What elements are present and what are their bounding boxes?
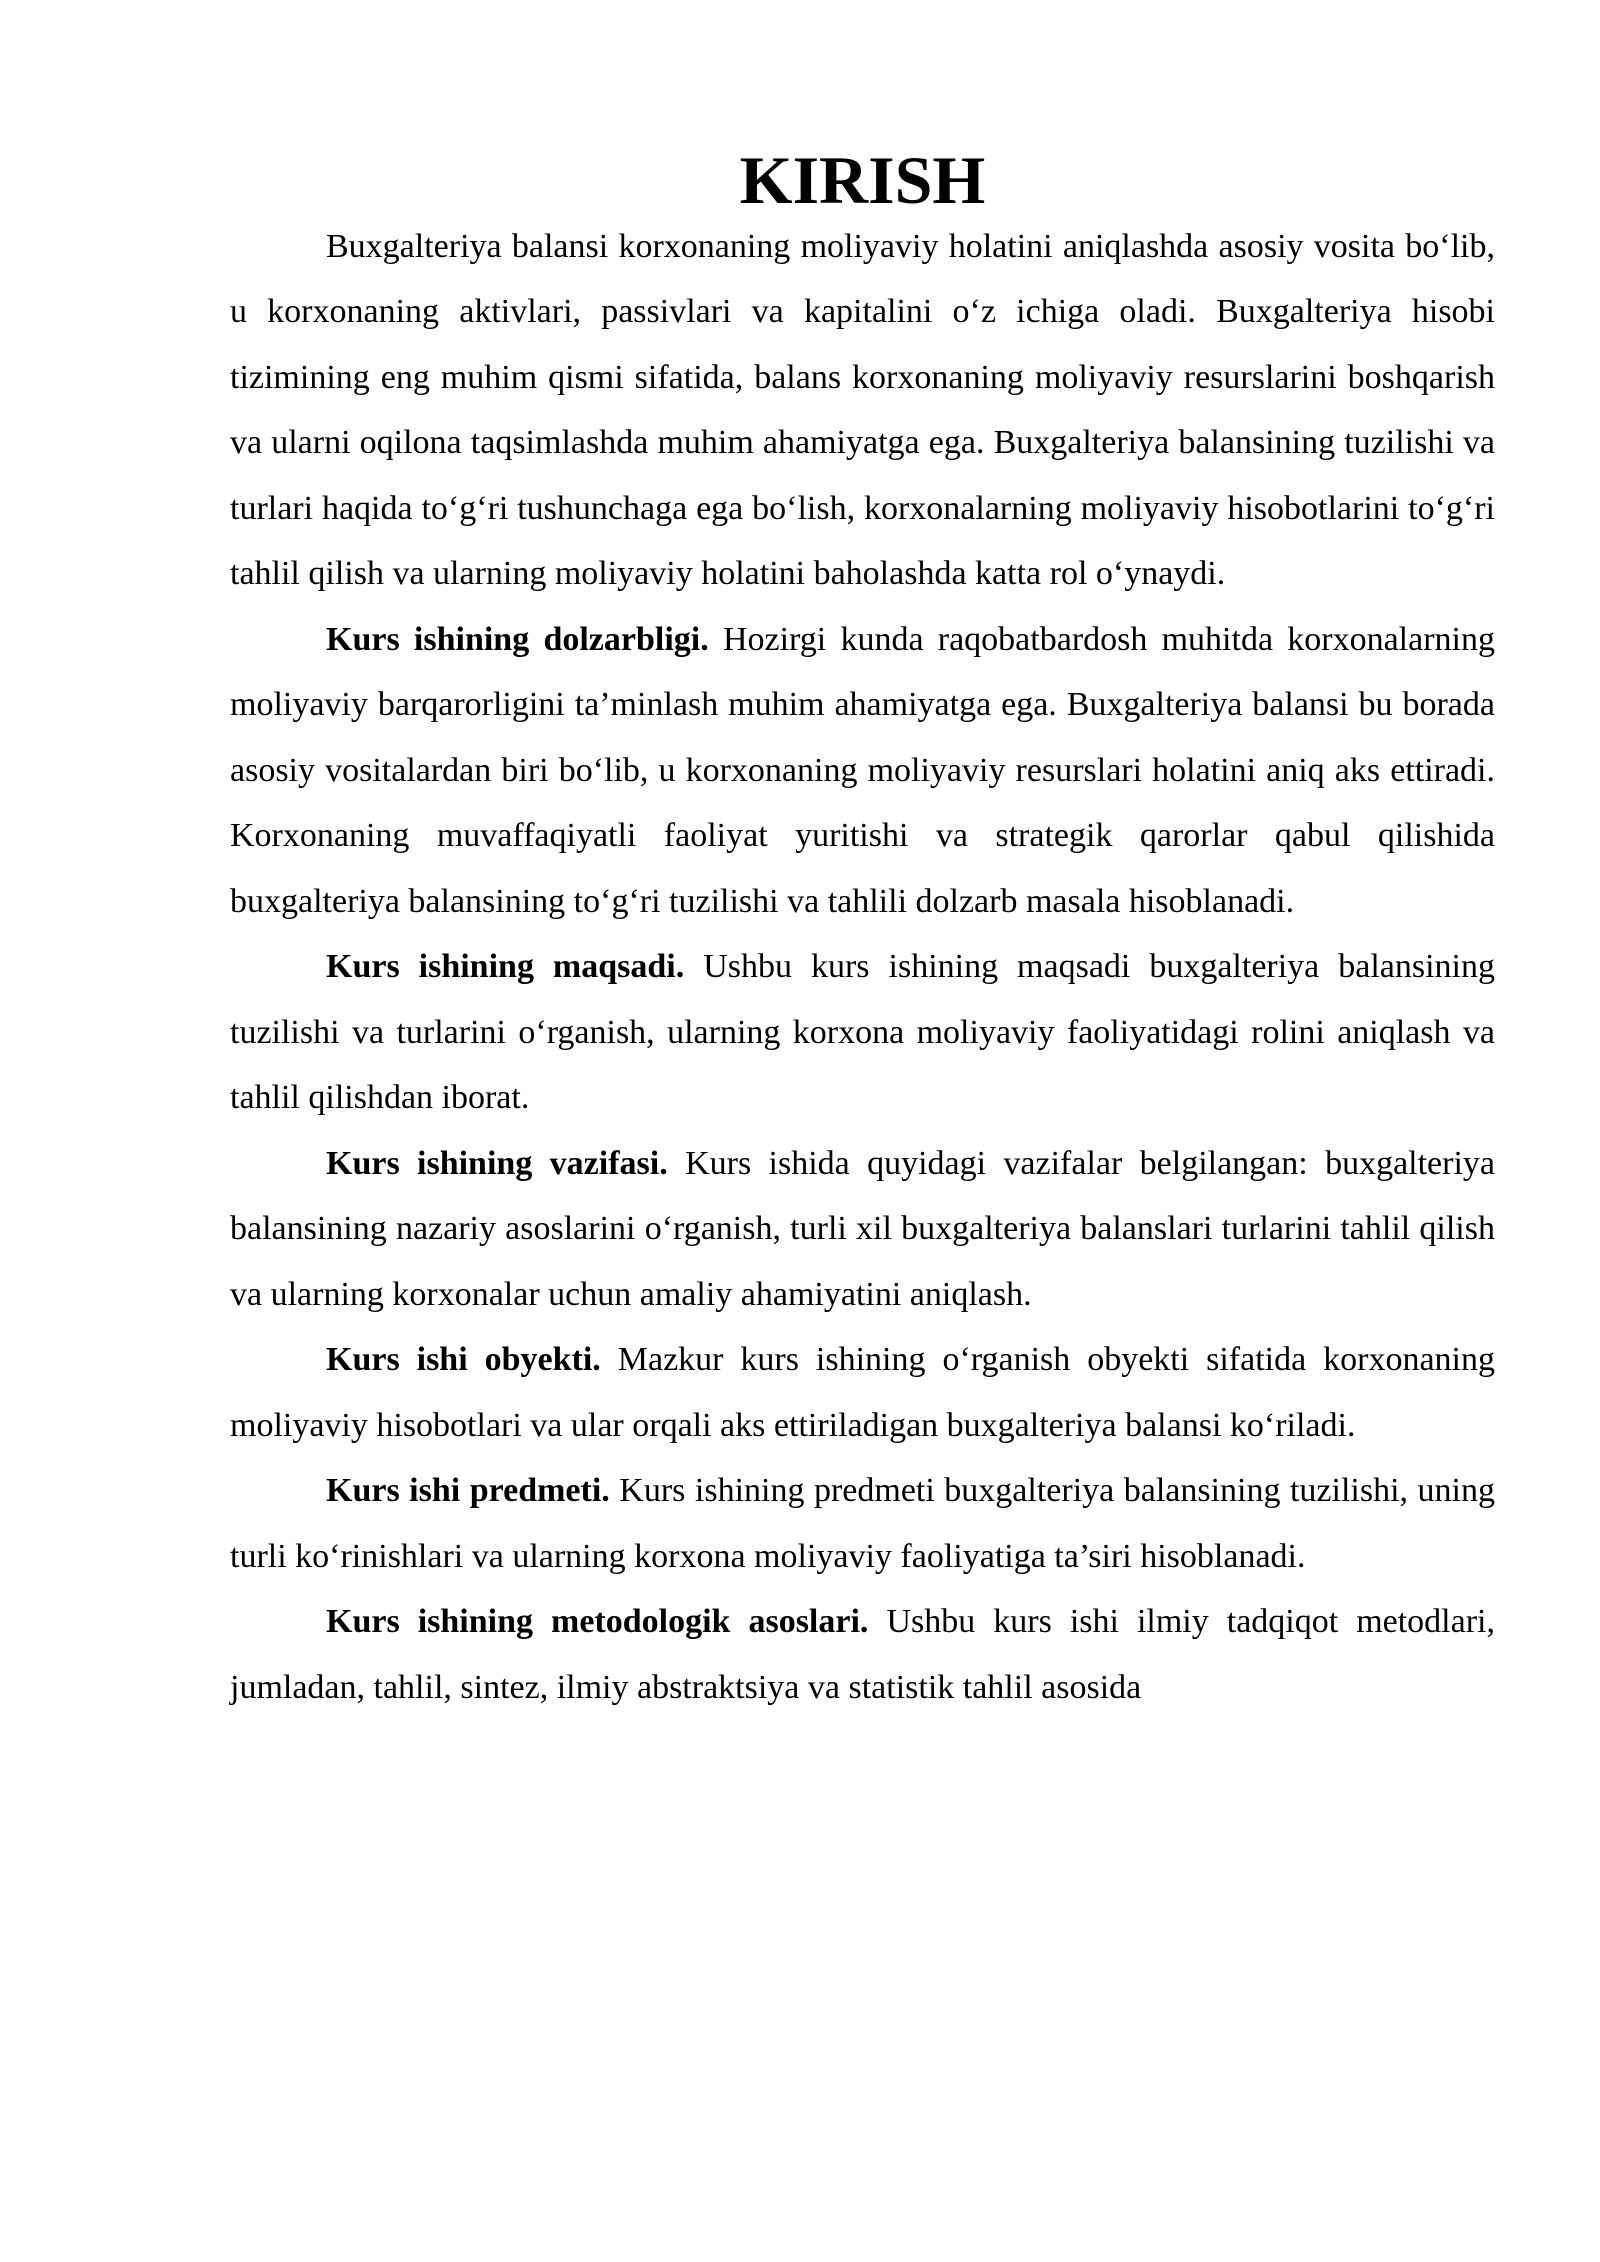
paragraph-lead: Kurs ishining maqsadi. (326, 948, 685, 985)
page-title: KIRISH (739, 142, 986, 218)
paragraph-lead: Kurs ishining dolzarbligi. (326, 620, 709, 658)
paragraph-lead: Kurs ishi predmeti. (326, 1472, 610, 1509)
paragraph-goal (230, 934, 1495, 1131)
paragraph-subject (230, 1458, 1495, 1589)
paragraph-text: Mazkur kurs ishining o‘rganish obyekti sifatida korxonaning moliyaviy hisobotlari va ular orqali aks ettiriladigan buxgalteriya balansi ko‘riladi. (230, 1341, 1496, 1444)
paragraph-relevance (230, 607, 1495, 935)
document-page (230, 142, 1496, 1720)
paragraph-text: Buxgalteriya balansi korxonaning moliyaviy holatini aniqlashda asosiy vosita bo‘lib, u korxonaning aktivlari, passivlari va kapitalini o‘z ichiga oladi. Buxgalteriya hisobi tizimining eng muhim qismi sifatida, balans korxonaning moliyaviy resurslarini boshqarish va ularni oqilona taqsimlashda muhim ahamiyatga ega. Buxgalteriya balansining tuzilishi va turlari haqida to‘g‘ri tushunchaga ega bo‘lish, korxonalarning moliyaviy hisobotlarini to‘g‘ri tahlil qilish va ularning moliyaviy holatini baholashda katta rol o‘ynaydi. (230, 227, 1495, 592)
paragraph-tasks (230, 1131, 1495, 1328)
paragraph-text: Hozirgi kunda raqobatbardosh muhitda korxonalarning moliyaviy barqarorligini ta’minlash muhim ahamiyatga ega. Buxgalteriya balansi bu borada asosiy vositalardan biri bo‘lib, u korxonaning moliyaviy resurslari holatini aniq aks ettiradi. Korxonaning muvaffaqiyatli faoliyat yuritishi va strategik qarorlar qabul qilishida buxgalteriya balansining to‘g‘ri tuzilishi va tahlili dolzarb masala hisoblanadi. (230, 620, 1495, 920)
paragraph-text: Ushbu kurs ishining maqsadi buxgalteriya balansining tuzilishi va turlarini o‘rganish, ularning korxona moliyaviy faoliyatidagi rolini aniqlash va tahlil qilishdan iborat. (230, 948, 1495, 1116)
paragraph-lead: Kurs ishining metodologik asoslari. (326, 1603, 869, 1640)
paragraph-lead: Kurs ishi obyekti. (326, 1341, 601, 1378)
paragraph-lead: Kurs ishining vazifasi. (326, 1144, 668, 1182)
paragraph-methodology (230, 1589, 1495, 1720)
paragraph-text: Ushbu kurs ishi ilmiy tadqiqot metodlari, jumladan, tahlil, sintez, ilmiy abstraktsiya va statistik tahlil asosida (230, 1603, 1495, 1706)
paragraph-text: Kurs ishida quyidagi vazifalar belgilangan: buxgalteriya balansining nazariy asoslarini o‘rganish, turli xil buxgalteriya balanslari turlarini tahlil qilish va ularning korxonalar uchun amaliy ahamiyatini aniqlash. (230, 1144, 1496, 1313)
paragraph-intro (230, 214, 1495, 607)
paragraph-object (230, 1327, 1495, 1458)
paragraph-text: Kurs ishining predmeti buxgalteriya balansining tuzilishi, uning turli ko‘rinishlari va ularning korxona moliyaviy faoliyatiga ta’siri hisoblanadi. (230, 1472, 1495, 1575)
